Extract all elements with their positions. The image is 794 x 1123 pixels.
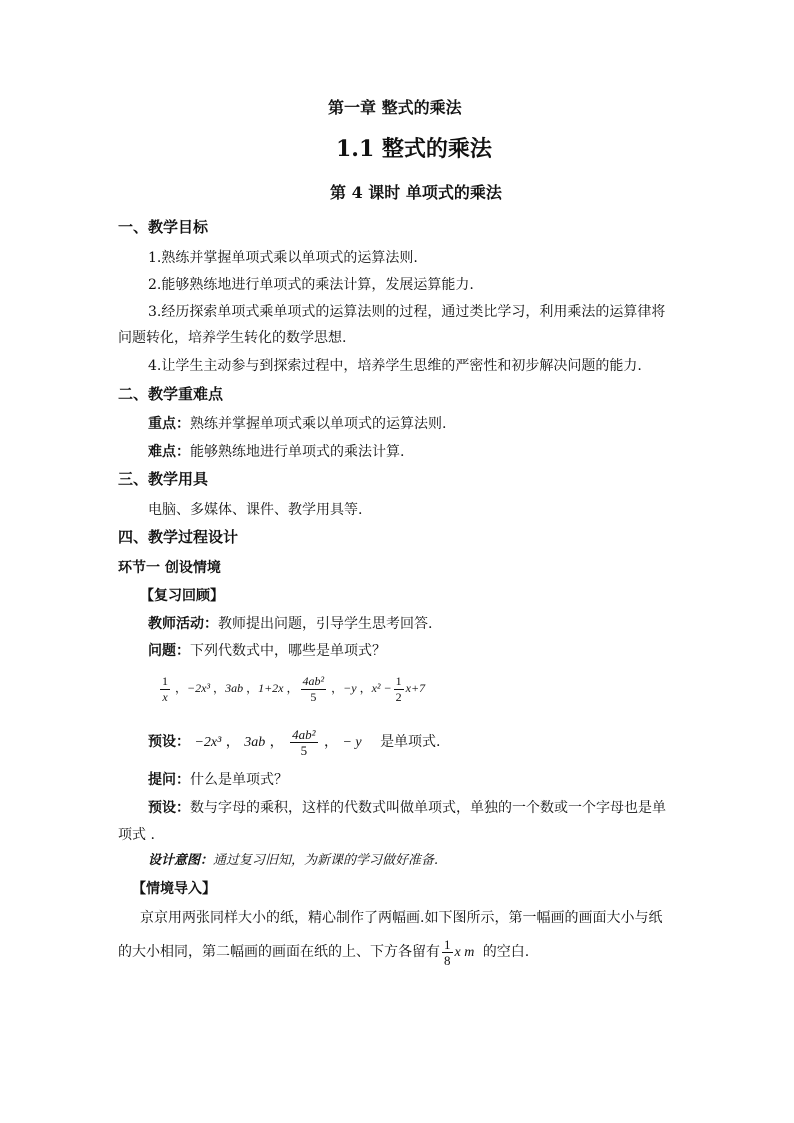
intro-tag: 【情境导入】 (132, 881, 216, 897)
diff-text: 能够熟练地进行单项式的乘法计算. (190, 444, 405, 460)
preset2-text: 数与字母的乘积，这样的代数式叫做单项式，单独的一个数或一个字母也是单 (190, 800, 666, 816)
section-title: 1.1 整式的乘法 (336, 136, 492, 162)
design-text: 通过复习旧知，为新课的学习做好准备. (213, 853, 439, 868)
process-heading: 四、教学过程设计 (118, 528, 239, 546)
diff-label: 难点： (148, 444, 190, 460)
ask (148, 771, 288, 789)
question (148, 642, 386, 660)
step-title: 环节一 创设情境 (118, 560, 221, 576)
preset-term: −2x³ (194, 735, 222, 750)
preset2 (148, 799, 666, 817)
goal-item: 问题转化，培养学生转化的数学思想. (118, 330, 347, 346)
fraction-expr: $\frac{1}{2}$ (395, 673, 402, 704)
review-tag: 【复习回顾】 (140, 588, 224, 604)
key-label: 重点： (148, 416, 190, 432)
goal-item: 1.熟练并掌握单项式乘以单项式的运算法则. (148, 250, 418, 266)
tools-text: 电脑、多媒体、课件、教学用具等. (148, 502, 363, 518)
ask-label: 提问： (148, 772, 190, 788)
chapter-title: 第一章 整式的乘法 (328, 98, 462, 117)
teacher-label: 教师活动： (148, 616, 218, 632)
goal-item: 3.经历探索单项式乘单项式的运算法则的过程，通过类比学习，利用乘法的运算律将 (148, 304, 666, 320)
design-label: 设计意图： (148, 853, 214, 868)
intro-unit: x m (454, 945, 475, 960)
key-point (148, 415, 446, 433)
goal-item: 4.让学生主动参与到探索过程中，培养学生思维的严密性和初步解决问题的能力. (148, 358, 642, 374)
question-label: 问题： (148, 643, 190, 659)
expr-term: −2x³ (187, 681, 211, 695)
preset2-cont: 项式 . (118, 827, 155, 843)
intro-text-cont: 的大小相同，第二幅画的画面在纸的上、下方各留有 $\frac{1}{8}$ x m 的空白. (118, 936, 530, 968)
key-text: 熟练并掌握单项式乘以单项式的运算法则. (190, 416, 447, 432)
goals-heading: 一、教学目标 (118, 218, 209, 236)
preset2-label: 预设： (148, 800, 190, 816)
preset-answer: 预设： −2x³ ， 3ab ， $\frac{\text{4ab²}}{5}$ ， − y 是单项式. (148, 726, 441, 758)
fraction-expr: $\frac{1}{x}$ (162, 673, 168, 704)
preset-fraction: $\frac{\text{4ab²}}{5}$ (292, 726, 316, 758)
question-text: 下列代数式中，哪些是单项式？ (190, 643, 386, 659)
intro-fraction: $\frac{1}{8}$ (444, 936, 451, 968)
keys-heading: 二、教学重难点 (118, 385, 224, 403)
goal-item: 2.能够熟练地进行单项式的乘法计算，发展运算能力. (148, 277, 474, 293)
teacher-activity (148, 615, 432, 633)
tools-heading: 三、教学用具 (118, 470, 209, 488)
preset-term: 3ab (244, 735, 266, 750)
expr-term: 3ab (225, 681, 244, 695)
design-intent (148, 852, 438, 870)
ask-text: 什么是单项式？ (190, 772, 288, 788)
preset-tail: 是单项式. (380, 734, 441, 750)
expr-term: −y (343, 681, 357, 695)
difficult-point (148, 443, 404, 461)
preset-term: − y (342, 735, 362, 750)
expr-term: 1+2x (258, 681, 284, 695)
expression-list: $\frac{1}{x}$ ，−2x³ ，3ab ，1+2x ， $\frac{\text{4ab²}}{5}$ ，−y ，x² − $\frac{1}{2}$ x+7 (162, 673, 426, 704)
intro-text: 京京用两张同样大小的纸，精心制作了两幅画.如下图所示，第一幅画的画面大小与纸 (140, 910, 663, 926)
preset-label: 预设： (148, 734, 190, 750)
expr-term: x² − (371, 681, 392, 695)
expr-term: x+7 (405, 681, 426, 695)
fraction-expr: $\frac{\text{4ab²}}{5}$ (302, 673, 325, 704)
teacher-text: 教师提出问题，引导学生思考回答. (218, 616, 433, 632)
lesson-title: 第 4 课时 单项式的乘法 (330, 183, 502, 202)
